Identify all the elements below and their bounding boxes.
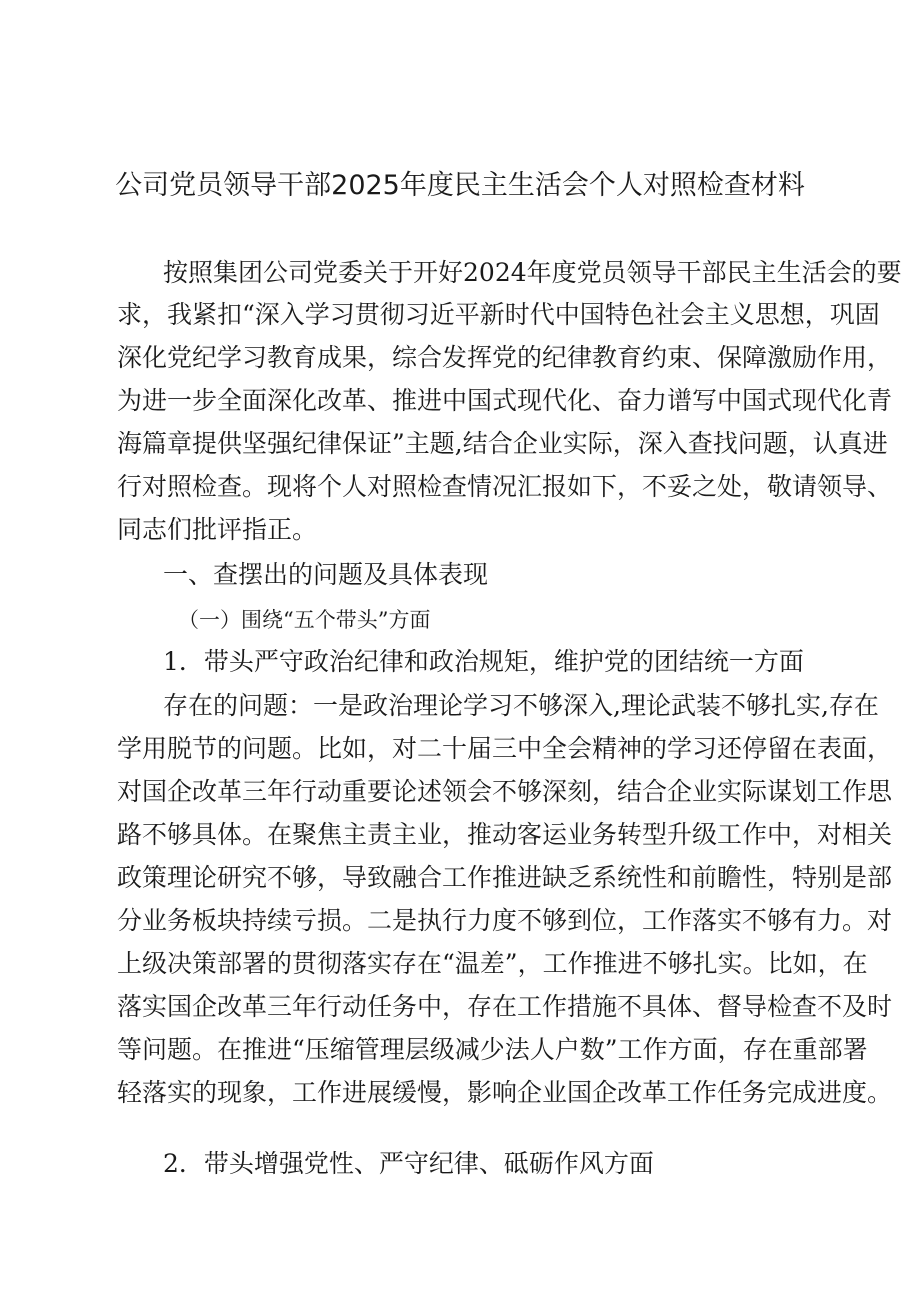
body-line: 落实国企改革三年行动任务中，存在工作措施不具体、督导检查不及时 bbox=[117, 992, 893, 1021]
subsection-heading: （一）围绕“五个带头”方面 bbox=[178, 608, 431, 632]
body-line: 等问题。在推进“压缩管理层级减少法人户数”工作方面，存在重部署 bbox=[117, 1035, 868, 1064]
intro-line: 按照集团公司党委关于开好2024年度党员领导干部民主生活会的要 bbox=[163, 258, 902, 287]
body-line: 存在的问题：一是政治理论学习不够深入,理论武装不够扎实,存在 bbox=[163, 691, 879, 720]
intro-line: 海篇章提供坚强纪律保证”主题,结合企业实际，深入查找问题，认真进 bbox=[117, 429, 888, 458]
item-heading: 1．带头严守政治纪律和政治规矩，维护党的团结统一方面 bbox=[163, 647, 804, 676]
body-line: 对国企改革三年行动重要论述领会不够深刻，结合企业实际谋划工作思 bbox=[117, 777, 893, 806]
intro-line: 行对照检查。现将个人对照检查情况汇报如下，不妥之处，敬请领导、 bbox=[117, 472, 893, 501]
item-heading: 2．带头增强党性、严守纪律、砥砺作风方面 bbox=[163, 1149, 654, 1178]
body-line: 学用脱节的问题。比如，对二十届三中全会精神的学习还停留在表面， bbox=[117, 734, 893, 763]
intro-line: 求，我紧扣“深入学习贯彻习近平新时代中国特色社会主义思想，巩固 bbox=[117, 300, 880, 329]
body-line: 轻落实的现象，工作进展缓慢，影响企业国企改革工作任务完成进度。 bbox=[117, 1078, 893, 1107]
intro-line: 同志们批评指正。 bbox=[117, 515, 318, 544]
intro-line: 为进一步全面深化改革、推进中国式现代化、奋力谱写中国式现代化青 bbox=[117, 386, 893, 415]
document-title: 公司党员领导干部2025年度民主生活会个人对照检查材料 bbox=[115, 170, 805, 201]
intro-line: 深化党纪学习教育成果，综合发挥党的纪律教育约束、保障激励作用， bbox=[117, 343, 893, 372]
body-line: 分业务板块持续亏损。二是执行力度不够到位，工作落实不够有力。对 bbox=[117, 906, 893, 935]
section-heading: 一、查摆出的问题及具体表现 bbox=[163, 560, 489, 589]
body-line: 路不够具体。在聚焦主责主业，推动客运业务转型升级工作中，对相关 bbox=[117, 820, 893, 849]
body-line: 政策理论研究不够，导致融合工作推进缺乏系统性和前瞻性，特别是部 bbox=[117, 863, 893, 892]
body-line: 上级决策部署的贯彻落实存在“温差”，工作推进不够扎实。比如，在 bbox=[117, 949, 868, 978]
